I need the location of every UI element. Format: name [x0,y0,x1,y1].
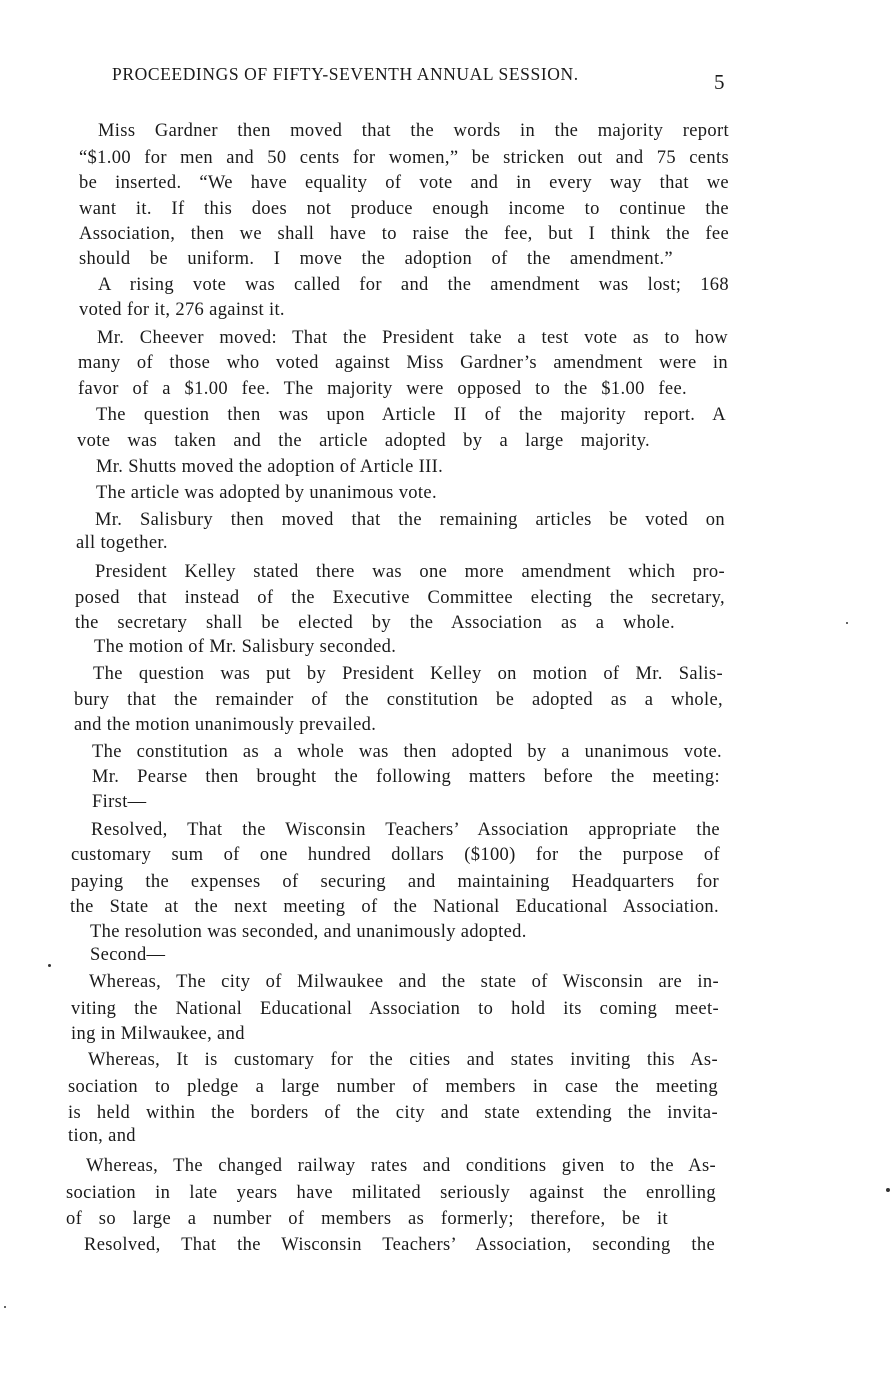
text-line: and the motion unanimously prevailed. [74,715,377,735]
scan-speck [48,964,51,967]
text-line: Mr. Salisbury then moved that the remaining articles be voted on [95,510,725,530]
text-line: Mr. Cheever moved: That the President take a test vote as to how [97,328,728,348]
text-line: Second— [90,945,166,965]
text-line: A rising vote was called for and the amendment was lost; 168 [98,275,729,295]
text-line: The article was adopted by unanimous vote. [96,483,437,503]
text-line: The motion of Mr. Salisbury seconded. [94,637,397,657]
text-line: vote was taken and the article adopted by a large majority. [77,431,650,451]
scan-speck [846,622,848,624]
scan-speck [4,1306,6,1308]
text-line: The resolution was seconded, and unanimously adopted. [90,922,527,942]
text-line: viting the National Educational Association to hold its coming meet- [71,999,719,1019]
text-line: Resolved, That the Wisconsin Teachers’ Association appropriate the [91,820,720,840]
text-line: “$1.00 for men and 50 cents for women,” be stricken out and 75 cents [79,148,729,168]
text-line: Whereas, The changed railway rates and conditions given to the As- [86,1156,716,1176]
text-line: of so large a number of members as formerly; therefore, be it [66,1209,668,1229]
text-line: voted for it, 276 against it. [79,300,285,320]
text-line: Resolved, That the Wisconsin Teachers’ Association, seconding the [84,1235,715,1255]
text-line: bury that the remainder of the constitution be adopted as a whole, [74,690,723,710]
running-header: PROCEEDINGS OF FIFTY-SEVENTH ANNUAL SESSION. [112,64,579,84]
text-line: customary sum of one hundred dollars ($100) for the purpose of [71,845,720,865]
text-line: President Kelley stated there was one more amendment which pro- [95,562,725,582]
text-line: paying the expenses of securing and maintaining Headquarters for [71,872,719,892]
text-line: should be uniform. I move the adoption of the amendment.” [79,249,673,269]
text-line: is held within the borders of the city and state extending the invita- [68,1103,718,1123]
text-line: The question was put by President Kelley on motion of Mr. Salis- [93,664,723,684]
text-line: Mr. Pearse then brought the following matters before the meeting: [92,767,720,787]
text-line: Mr. Shutts moved the adoption of Article III. [96,457,444,477]
text-line: tion, and [68,1126,136,1146]
text-line: posed that instead of the Executive Committee electing the secretary, [75,588,725,608]
text-line: sociation in late years have militated seriously against the enrolling [66,1183,716,1203]
text-line: The question then was upon Article II of the majority report. A [96,405,726,425]
text-line: Whereas, The city of Milwaukee and the state of Wisconsin are in- [89,972,719,992]
scan-speck [886,1188,890,1192]
text-line: the State at the next meeting of the National Educational Association. [70,897,719,917]
page-number: 5 [714,70,725,94]
text-line: many of those who voted against Miss Gardner’s amendment were in [78,353,728,373]
text-line: be inserted. “We have equality of vote and in every way that we [79,173,729,193]
text-line: sociation to pledge a large number of members in case the meeting [68,1077,718,1097]
text-line: ing in Milwaukee, and [71,1024,245,1044]
text-line: Miss Gardner then moved that the words in the majority report [98,121,729,141]
text-line: the secretary shall be elected by the Association as a whole. [75,613,675,633]
text-line: First— [92,792,147,812]
text-line: Association, then we shall have to raise the fee, but I think the fee [79,224,729,244]
text-line: Whereas, It is customary for the cities and states inviting this As- [88,1050,718,1070]
text-line: want it. If this does not produce enough income to continue the [79,199,729,219]
text-line: The constitution as a whole was then adopted by a unanimous vote. [92,742,722,762]
text-line: all together. [76,533,168,553]
text-line: favor of a $1.00 fee. The majority were opposed to the $1.00 fee. [78,379,687,399]
